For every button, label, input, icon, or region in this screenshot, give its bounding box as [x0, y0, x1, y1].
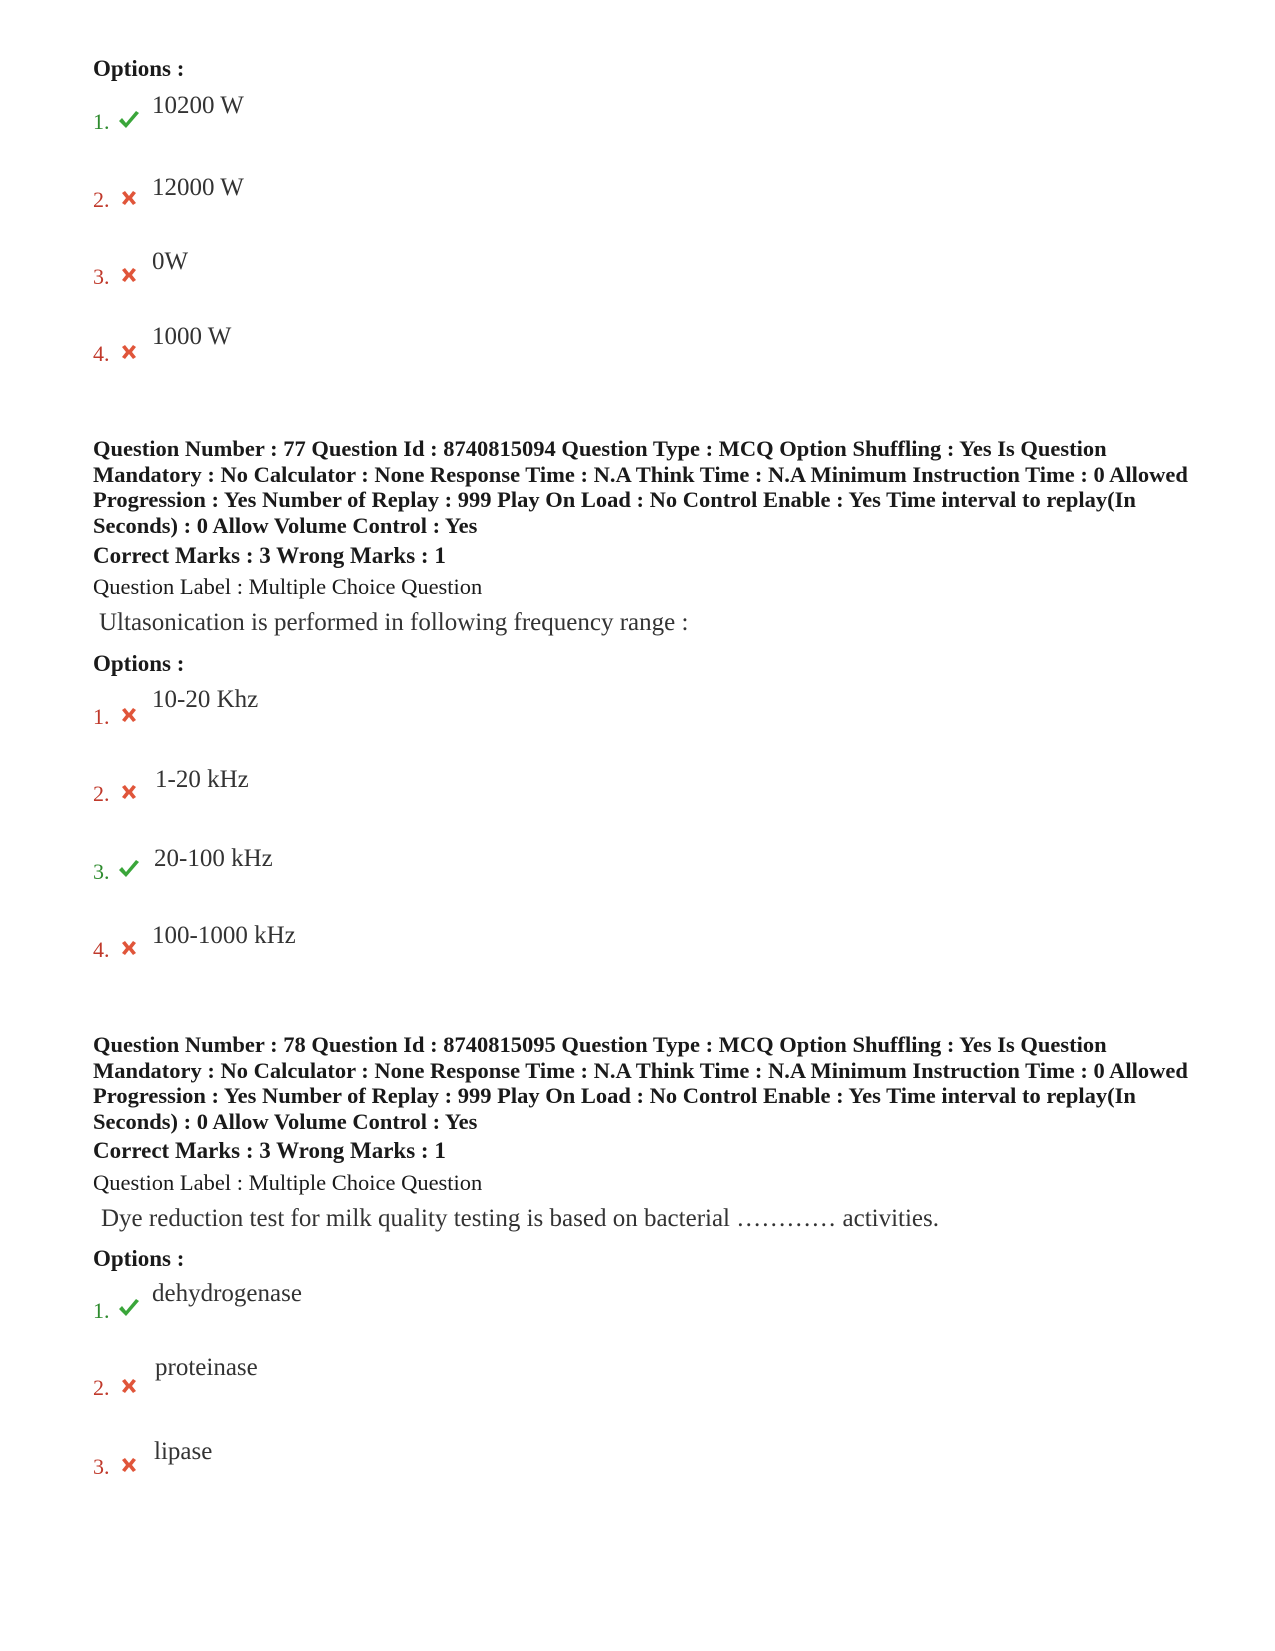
option-number: 1.: [93, 704, 110, 729]
check-icon: [117, 857, 141, 881]
option-text: 1000 W: [152, 323, 232, 350]
question-meta: Question Number : 77 Question Id : 8740815094 Question Type : MCQ Option Shuffling : Yes Is Question Mandatory : No Calculator : None Response Time : N.A Think Time : N.A Minimum Instruction Time : 0 Allowed Progression : Yes Number of Replay : 999 Play On Load : No Control Enable : Yes Time interval to replay(In Seconds) : 0 Allow Volume Control : Yes: [93, 436, 1188, 538]
marks-line: Correct Marks : 3 Wrong Marks : 1: [93, 543, 446, 568]
cross-icon: [117, 1453, 141, 1477]
option-number: 2.: [93, 1375, 110, 1400]
option-number: 4.: [93, 937, 110, 962]
option-text: 10200 W: [152, 92, 244, 119]
cross-icon: [117, 936, 141, 960]
question-text: Ultasonication is performed in following frequency range :: [99, 609, 689, 636]
cross-icon: [117, 780, 141, 804]
question-meta: Question Number : 78 Question Id : 8740815095 Question Type : MCQ Option Shuffling : Yes Is Question Mandatory : No Calculator : None Response Time : N.A Think Time : N.A Minimum Instruction Time : 0 Allowed Progression : Yes Number of Replay : 999 Play On Load : No Control Enable : Yes Time interval to replay(In Seconds) : 0 Allow Volume Control : Yes: [93, 1032, 1188, 1134]
option-text: dehydrogenase: [152, 1280, 302, 1307]
check-icon: [117, 108, 141, 132]
option-number: 4.: [93, 341, 110, 366]
option-item: [93, 1280, 693, 1323]
option-text: lipase: [154, 1438, 213, 1465]
option-item: [93, 92, 693, 132]
option-item: [93, 174, 693, 214]
options-label: Options :: [93, 56, 185, 81]
option-item: [93, 1354, 693, 1400]
option-text: 0W: [152, 248, 189, 275]
cross-icon: [117, 340, 141, 364]
option-item: [93, 845, 693, 885]
marks-line: Correct Marks : 3 Wrong Marks : 1: [93, 1138, 446, 1163]
option-item: [93, 766, 693, 806]
option-item: [93, 686, 693, 729]
option-number: 3.: [93, 264, 110, 289]
option-number: 2.: [93, 187, 110, 212]
cross-icon: [117, 186, 141, 210]
question-label: Question Label : Multiple Choice Question: [93, 1170, 483, 1195]
option-number: 2.: [93, 781, 110, 806]
option-text: 1-20 kHz: [155, 766, 249, 793]
question-text: Dye reduction test for milk quality testing is based on bacterial ………… activities.: [101, 1205, 940, 1232]
option-text: 10-20 Khz: [152, 686, 259, 713]
check-icon: [117, 1296, 141, 1320]
option-item: [93, 1438, 693, 1478]
option-number: 1.: [93, 1298, 110, 1323]
question-label: Question Label : Multiple Choice Question: [93, 574, 483, 599]
cross-icon: [117, 703, 141, 727]
option-item: [93, 248, 693, 288]
cross-icon: [117, 1374, 141, 1398]
cross-icon: [117, 263, 141, 287]
option-number: 1.: [93, 109, 110, 134]
option-text: 100-1000 kHz: [152, 922, 296, 949]
options-label: Options :: [93, 651, 185, 676]
option-text: proteinase: [155, 1354, 258, 1381]
options-label: Options :: [93, 1246, 185, 1271]
option-text: 12000 W: [152, 174, 244, 201]
option-item: [93, 922, 693, 962]
option-item: [93, 323, 693, 366]
option-number: 3.: [93, 859, 110, 884]
option-text: 20-100 kHz: [154, 845, 273, 872]
option-number: 3.: [93, 1454, 110, 1479]
